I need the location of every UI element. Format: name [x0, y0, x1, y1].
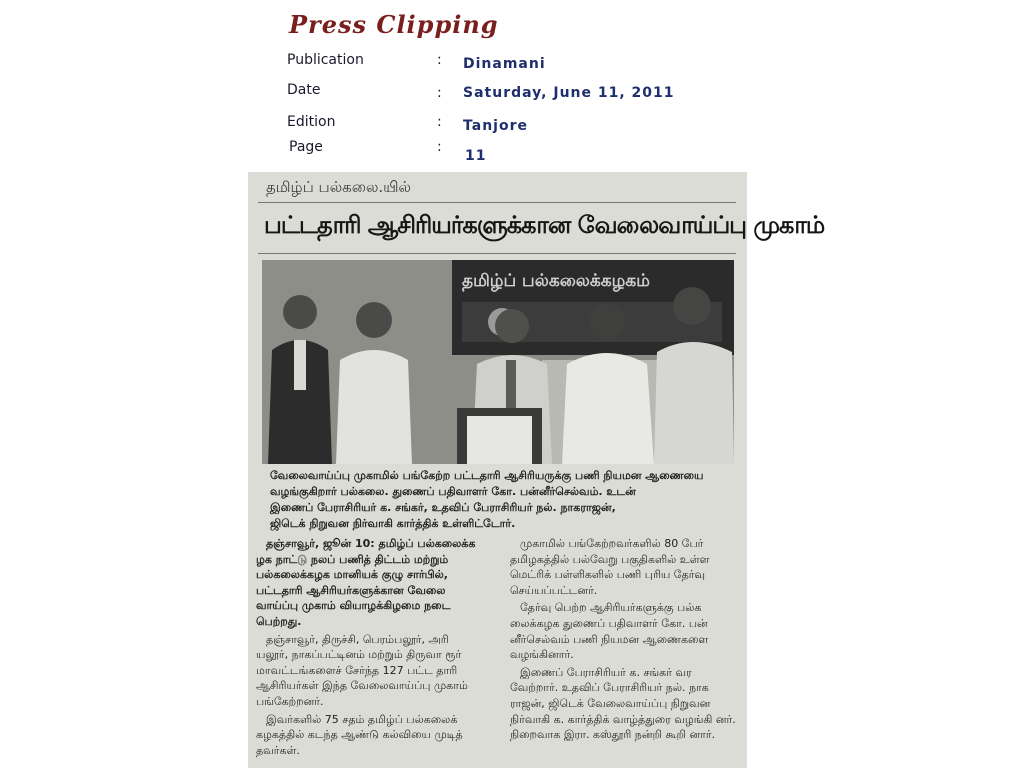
news-photo: [262, 260, 734, 464]
newspaper-clipping: [248, 172, 825, 768]
meta-row-date: [287, 82, 747, 104]
meta-row-publication: [287, 52, 747, 74]
headline-box: [258, 202, 825, 254]
photo-illustration: [262, 260, 734, 464]
publication-value: Dinamani: [463, 56, 546, 72]
meta-separator: :: [437, 85, 442, 101]
meta-separator: :: [437, 139, 442, 155]
edition-value: Tanjore: [463, 118, 528, 134]
article-paragraph: இணைப் பேராசிரியர் க. சங்கர் வர வேற்றார். உதவிப் பேராசிரியர் நல். நாக ராஜன், ஜிடெக் வேலைவாய்ப்பு நிறுவன நிர்வாகி க. கார்த்திக் வாழ்த்துரை வழங்கி னர். நிறைவாக இரா. கஸ்தூரி நன்றி கூறி னார்.: [510, 665, 736, 742]
article-column-left: [256, 536, 484, 760]
article-paragraph: முகாமில் பங்கேற்றவர்களில் 80 பேர் தமிழகத்தில் பல்வேறு பகுதிகளில் உள்ள மெட்ரிக் பள்ளிகளில் பணி புரிய தேர்வு செய்யப்பட்டனர்.: [510, 537, 710, 597]
publication-label: Publication: [287, 52, 364, 68]
meta-row-edition: [287, 114, 747, 136]
page-label: Page: [289, 139, 323, 155]
caption-line: வழங்குகிறார் பல்கலை. துணைப் பதிவாளர் கோ. பன்னீர்செல்வம். உடன்: [270, 485, 636, 498]
article-paragraph: தஞ்சாவூர், ஜூன் 10: தமிழ்ப் பல்கலைக்க ழக நாட்டு நலப் பணித் திட்டம் மற்றும் பல்கலைக்கழக மானியக் குழு சார்பில், பட்டதாரி ஆசிரியர்களுக்கான வேலை வாய்ப்பு முகாம் வியாழக்கிழமை நடை பெற்றது.: [256, 537, 476, 628]
photo-caption: [270, 468, 726, 532]
page-value: 11: [465, 148, 487, 164]
article-paragraph: இவர்களில் 75 சதம் தமிழ்ப் பல்கலைக் கழகத்தில் கடந்த ஆண்டு கல்வியை முடித் தவர்கள்.: [256, 712, 463, 757]
caption-line: இணைப் பேராசிரியர் க. சங்கர், உதவிப் பேராசிரியர் நல். நாகராஜன்,: [270, 501, 616, 514]
article-column-right: [510, 536, 738, 745]
meta-separator: :: [437, 114, 442, 130]
clipping-headline: பட்டதாரி ஆசிரியர்களுக்கான வேலைவாய்ப்பு முகாம்: [264, 211, 825, 239]
photo-banner-text: தமிழ்ப் பல்கலைக்கழகம்: [462, 271, 650, 291]
article-paragraph: தஞ்சாவூர், திருச்சி, பெரம்பலூர், அரி யலூர், நாகப்பட்டினம் மற்றும் திருவா ரூர் மாவட்டங்களைச் சேர்ந்த 127 பட்ட தாரி ஆசிரியர்கள் இந்த வேலைவாய்ப்பு முகாம் பங்கேற்றனர்.: [256, 632, 468, 708]
clipping-kicker: தமிழ்ப் பல்கலை.யில்: [266, 178, 412, 196]
edition-label: Edition: [287, 114, 336, 130]
caption-line: ஜிடெக் நிறுவன நிர்வாகி கார்த்திக் உள்ளிட்டோர்.: [270, 517, 516, 530]
caption-line: வேலைவாய்ப்பு முகாமில் பங்கேற்ற பட்டதாரி ஆசிரியருக்கு பணி நியமன ஆணையை: [270, 469, 704, 482]
date-value: Saturday, June 11, 2011: [463, 85, 675, 101]
article-paragraph: தேர்வு பெற்ற ஆசிரியர்களுக்கு பல்க லைக்கழக துணைப் பதிவாளர் கோ. பன் னீர்செல்வம் பணி நியமன ஆணைகளை வழங்கினார்.: [510, 601, 709, 662]
meta-separator: :: [437, 52, 442, 68]
press-clipping-title: Press Clipping: [289, 10, 499, 39]
date-label: Date: [287, 82, 321, 98]
meta-row-page: [287, 139, 747, 164]
